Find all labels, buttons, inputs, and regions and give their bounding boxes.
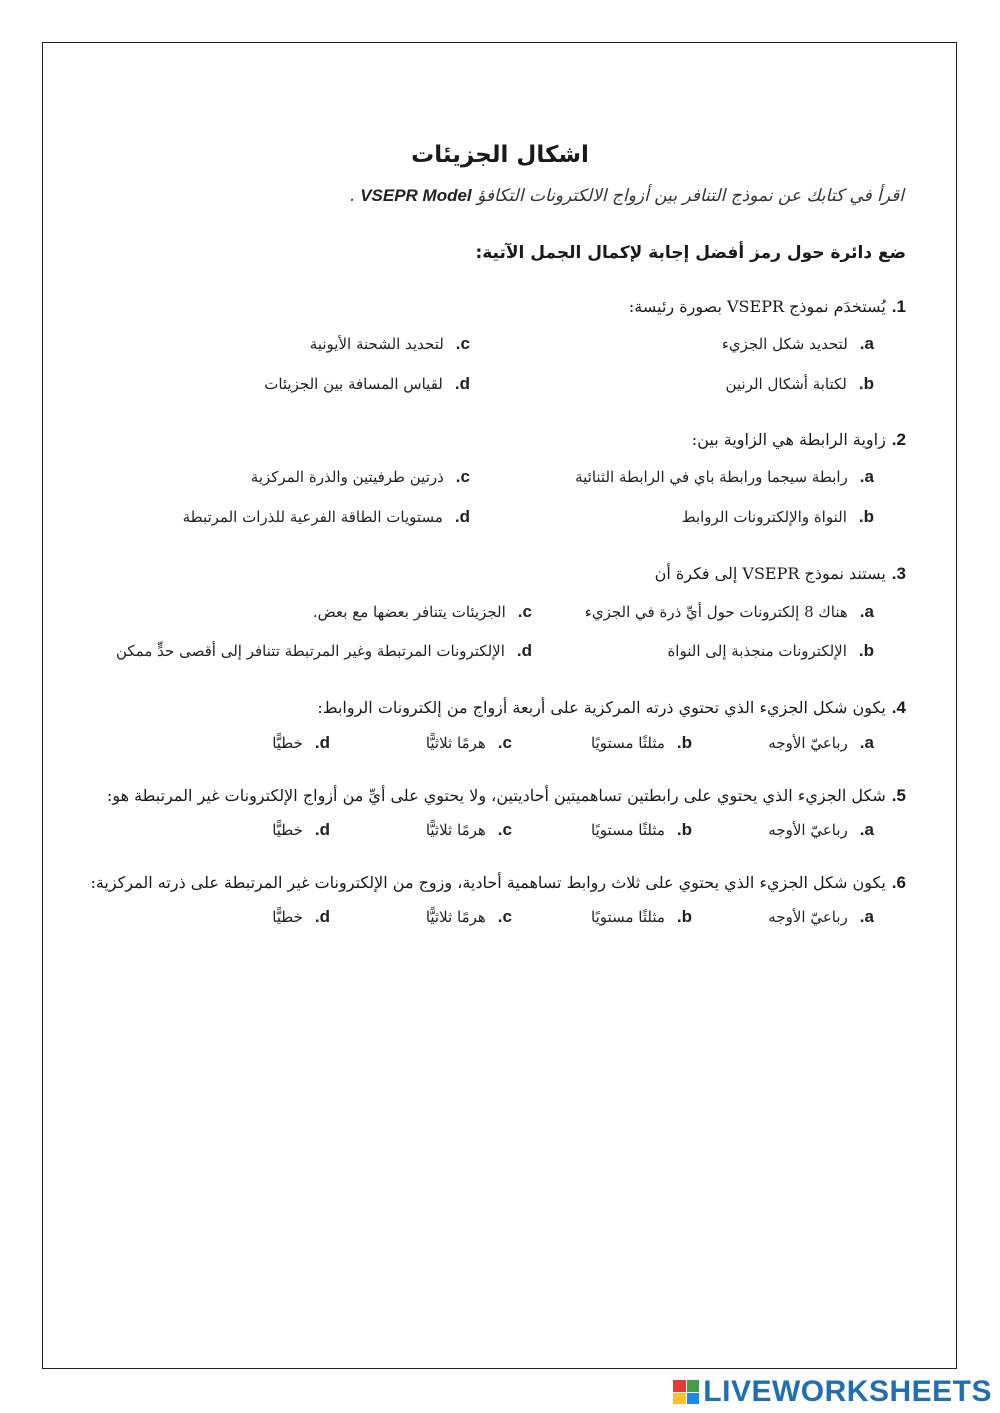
question-5: [107, 786, 906, 806]
intro-end: .: [349, 186, 355, 206]
option-letter: a.: [859, 733, 874, 752]
option-6d[interactable]: [272, 907, 330, 927]
option-6c[interactable]: [426, 907, 512, 927]
option-2d[interactable]: [183, 507, 470, 527]
option-text: رباعيّ الأوجه: [768, 734, 848, 752]
option-letter: b.: [858, 641, 874, 660]
intro-text: اقرأ في كتابك عن نموذج التنافر بين أزواج الالكترونات التكافؤ: [477, 186, 904, 206]
option-3d[interactable]: [116, 641, 532, 661]
worksheet-title: اشكال الجزيئات: [411, 142, 589, 168]
intro-model: VSEPR Model: [360, 186, 472, 205]
option-letter: d.: [314, 820, 330, 839]
option-text: هرمًا ثلاثيًّا: [425, 908, 486, 926]
option-text: مستويات الطاقة الفرعية للذرات المرتبطة: [182, 508, 443, 526]
option-letter: c.: [517, 602, 532, 621]
option-letter: c.: [455, 334, 470, 353]
question-number: 4.: [891, 698, 906, 717]
question-number: 3.: [891, 564, 906, 583]
option-1d[interactable]: [264, 374, 470, 394]
question-text: يكون شكل الجزيء الذي تحتوي ذرته المركزية على أربعة أزواج من إلكترونات الروابط:: [317, 698, 886, 717]
option-letter: c.: [497, 820, 512, 839]
option-1c[interactable]: [310, 334, 470, 354]
option-5a[interactable]: [768, 820, 874, 840]
option-5b[interactable]: [591, 820, 692, 840]
option-1a[interactable]: [722, 334, 874, 354]
option-2c[interactable]: [251, 467, 470, 487]
option-3b[interactable]: [667, 641, 874, 661]
question-6: [90, 873, 906, 893]
option-text: هرمًا ثلاثيًّا: [425, 734, 486, 752]
option-4d[interactable]: [272, 733, 330, 753]
question-number: 1.: [891, 297, 906, 316]
option-4c[interactable]: [426, 733, 512, 753]
question-text: يُستخدَم نموذج VSEPR بصورة رئيسة:: [628, 297, 886, 316]
option-letter: b.: [858, 507, 874, 526]
option-2b[interactable]: [682, 507, 874, 527]
option-text: هناك 8 إلكترونات حول أيِّ ذرة في الجزيء: [584, 603, 848, 621]
question-4: [317, 698, 906, 718]
option-text: مثلثًا مستويًا: [591, 908, 665, 926]
option-text: رابطة سيجما ورابطة باي في الرابطة الثنائية: [575, 468, 848, 486]
option-4a[interactable]: [768, 733, 874, 753]
option-2a[interactable]: [575, 467, 874, 487]
option-letter: b.: [676, 733, 692, 752]
option-letter: b.: [676, 907, 692, 926]
option-letter: a.: [859, 334, 874, 353]
question-number: 2.: [891, 430, 906, 449]
logo-text: LIVEWORKSHEETS: [703, 1375, 992, 1408]
option-text: خطيًّا: [272, 821, 303, 839]
option-text: لقياس المسافة بين الجزيئات: [264, 375, 443, 393]
option-text: النواة والإلكترونات الروابط: [681, 508, 847, 526]
option-letter: a.: [859, 907, 874, 926]
option-text: الإلكترونات منجذبة إلى النواة: [667, 642, 847, 660]
question-3: [655, 564, 906, 584]
option-letter: d.: [314, 907, 330, 926]
option-letter: d.: [516, 641, 532, 660]
option-text: هرمًا ثلاثيًّا: [425, 821, 486, 839]
option-text: لتحديد شكل الجزيء: [721, 335, 848, 353]
option-text: لكتابة أشكال الرنين: [725, 375, 847, 393]
option-letter: c.: [497, 733, 512, 752]
question-text: شكل الجزيء الذي يحتوي على رابطتين تساهميتين أحاديتين، ولا يحتوي على أيِّ من أزواج الإلكترونات غير المرتبطة هو:: [106, 786, 886, 805]
option-letter: a.: [859, 820, 874, 839]
option-letter: b.: [858, 374, 874, 393]
option-letter: c.: [455, 467, 470, 486]
logo-badge-icon: [673, 1380, 699, 1404]
question-text: يستند نموذج VSEPR إلى فكرة أن: [654, 564, 886, 583]
option-letter: a.: [859, 602, 874, 621]
option-letter: b.: [676, 820, 692, 839]
option-letter: d.: [454, 374, 470, 393]
option-text: الإلكترونات المرتبطة وغير المرتبطة تتنافر إلى أقصى حدٍّ ممكن: [115, 642, 505, 660]
option-4b[interactable]: [591, 733, 692, 753]
option-1b[interactable]: [726, 374, 874, 394]
option-text: الجزيئات يتنافر بعضها مع بعض.: [312, 603, 506, 621]
option-text: خطيًّا: [272, 908, 303, 926]
option-letter: d.: [454, 507, 470, 526]
question-1: [629, 297, 906, 317]
option-letter: d.: [314, 733, 330, 752]
option-3c[interactable]: [313, 602, 532, 622]
option-5c[interactable]: [426, 820, 512, 840]
option-5d[interactable]: [272, 820, 330, 840]
option-text: ذرتين طرفيتين والذرة المركزية: [250, 468, 444, 486]
liveworksheets-logo[interactable]: [673, 1375, 992, 1408]
instruction: ضع دائرة حول رمز أفضل إجابة لإكمال الجمل الآتية:: [475, 243, 906, 263]
question-text: زاوية الرابطة هي الزاوية بين:: [691, 430, 886, 449]
option-letter: a.: [859, 467, 874, 486]
option-text: مثلثًا مستويًا: [591, 821, 665, 839]
question-number: 5.: [891, 786, 906, 805]
option-3a[interactable]: [585, 602, 874, 622]
question-number: 6.: [891, 873, 906, 892]
option-text: خطيًّا: [272, 734, 303, 752]
option-6a[interactable]: [768, 907, 874, 927]
intro-line: [349, 186, 904, 206]
question-2: [692, 430, 906, 450]
option-text: مثلثًا مستويًا: [591, 734, 665, 752]
option-text: رباعيّ الأوجه: [768, 821, 848, 839]
option-text: رباعيّ الأوجه: [768, 908, 848, 926]
question-text: يكون شكل الجزيء الذي يحتوي على ثلاث روابط تساهمية أحادية، وزوج من الإلكترونات غير المرتبطة على ذرته المركزية:: [90, 873, 886, 892]
option-text: لتحديد الشحنة الأيونية: [309, 335, 444, 353]
option-6b[interactable]: [591, 907, 692, 927]
option-letter: c.: [497, 907, 512, 926]
